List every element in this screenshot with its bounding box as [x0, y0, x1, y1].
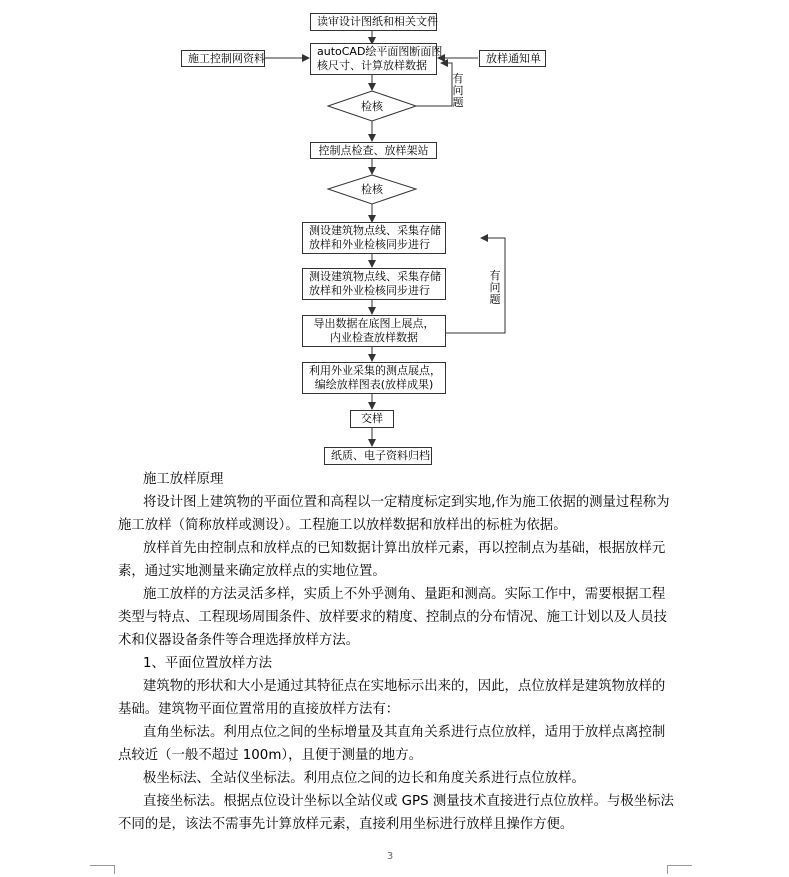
step-line: 放样和外业检核同步进行	[309, 238, 430, 251]
paragraph: 直角坐标法。利用点位之间的坐标增量及其直角关系进行点位放样，适用于放样点离控制点较近（一般不超过 100m），且便于测量的地方。	[118, 725, 666, 763]
page-number: 3	[386, 851, 394, 862]
step-line: 导出数据在底图上展点，	[313, 317, 435, 330]
step-line: 利用外业采集的测点展点，	[309, 364, 441, 377]
step-cad-calc	[310, 43, 443, 75]
step-survey-2	[302, 268, 446, 300]
step-line: 编绘放样图表(放样成果)	[314, 378, 434, 391]
step-export-data	[302, 315, 446, 347]
step-archive: 纸质、电子资料归档	[324, 447, 432, 465]
step-line: 核尺寸、计算放样数据	[317, 59, 427, 72]
subheading: 1、平面位置放样方法	[143, 656, 273, 671]
step-line: 放样和外业检核同步进行	[309, 284, 430, 297]
page-corner-mark	[667, 865, 692, 874]
step-control-check: 控制点检查、放样架站	[310, 142, 437, 159]
step-line: 测设建筑物点线、采集存储	[309, 224, 441, 237]
input-notice: 放样通知单	[479, 50, 546, 67]
check-label: 检核	[361, 183, 383, 196]
section-heading: 施工放样原理	[143, 472, 224, 487]
paragraph: 放样首先由控制点和放样点的已知数据计算出放样元素，再以控制点为基础，根据放样元素，通过实地测量来确定放样点的实地位置。	[118, 541, 666, 579]
paragraph: 施工放样的方法灵活多样，实质上不外乎测角、量距和测高。实际工作中，需要根据工程类型与特点、工程现场周围条件、放样要求的精度、控制点的分布情况、施工计划以及人员技术和仪器设备条件等合理选择放样方法。	[118, 587, 668, 648]
step-deliver: 交样	[350, 410, 394, 428]
step-review-drawings: 读审设计图纸和相关文件	[310, 13, 437, 31]
loop-label: 有问题	[489, 269, 501, 306]
loop-label: 有问题	[452, 72, 464, 109]
paragraph: 建筑物的形状和大小是通过其特征点在实地标示出来的，因此，点位放样是建筑物放样的基础。建筑物平面位置常用的直接放样方法有：	[118, 679, 666, 717]
step-line: autoCAD绘平面图断面图	[317, 45, 443, 58]
step-line: 测设建筑物点线、采集存储	[309, 270, 441, 283]
input-control-network: 施工控制网资料	[181, 50, 265, 67]
step-survey-1	[302, 222, 446, 254]
paragraph: 极坐标法、全站仪坐标法。利用点位之间的边长和角度关系进行点位放样。	[143, 771, 585, 786]
paragraph: 直接坐标法。根据点位设计坐标以全站仪或 GPS 测量技术直接进行点位放样。与极坐标法不同的是，该法不需事先计算放样元素，直接利用坐标进行放样且操作方便。	[118, 794, 674, 832]
step-compile-charts	[302, 362, 446, 394]
check-label: 检核	[361, 100, 383, 113]
step-line: 内业检查放样数据	[330, 331, 418, 344]
page-corner-mark	[90, 865, 115, 874]
paragraph: 将设计图上建筑物的平面位置和高程以一定精度标定到实地,作为施工依据的测量过程称为施工放样（简称放样或测设）。工程施工以放样数据和放样出的标桩为依据。	[118, 495, 670, 533]
